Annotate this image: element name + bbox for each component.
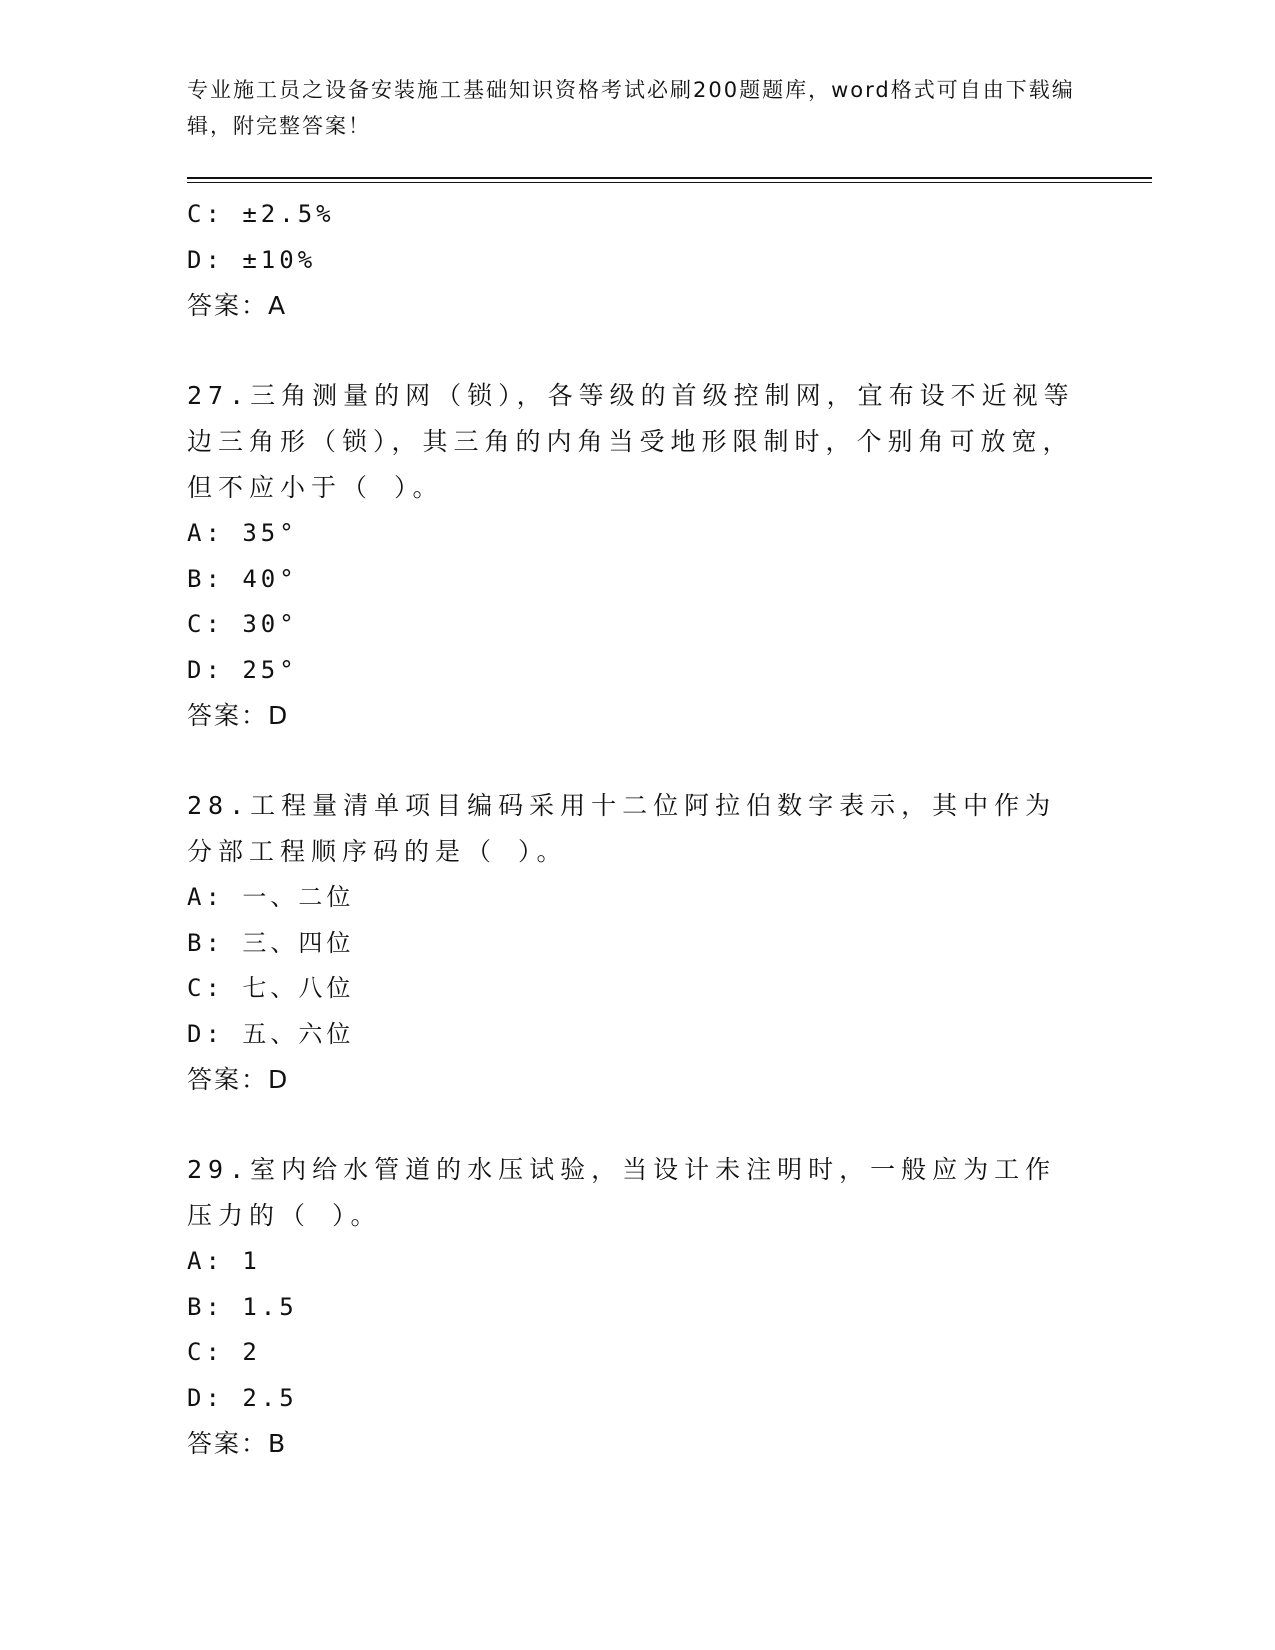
option-c xyxy=(187,1330,1087,1376)
option-label: A: xyxy=(187,883,224,911)
option-c xyxy=(187,966,1087,1012)
answer-value: D xyxy=(268,1065,290,1094)
option-text: 2.5 xyxy=(242,1383,298,1412)
question-stem: 27.三角测量的网（锁），各等级的首级控制网，宜布设不近视等边三角形（锁），其三角的内角当受地形限制时，个别角可放宽，但不应小于（ ）。 xyxy=(187,381,1075,502)
answer-label: 答案： xyxy=(187,291,269,320)
option-label: B: xyxy=(187,1292,224,1321)
answer-label: 答案： xyxy=(187,1429,269,1458)
option-label: D: xyxy=(187,245,224,274)
option-label: C: xyxy=(187,1338,224,1366)
option-text: 30° xyxy=(242,610,298,638)
option-b xyxy=(187,921,1087,967)
option-label: D: xyxy=(187,1383,224,1412)
question-stem: 29.室内给水管道的水压试验，当设计未注明时，一般应为工作压力的（ ）。 xyxy=(187,1155,1057,1230)
answer-label: 答案： xyxy=(187,701,269,730)
answer-line xyxy=(187,1057,1087,1103)
question-content xyxy=(187,192,1087,1467)
option-d xyxy=(187,648,1087,694)
option-text: 25° xyxy=(242,655,298,684)
header-divider-thin xyxy=(187,182,1152,183)
option-label: C: xyxy=(187,200,224,228)
question-stem: 28.工程量清单项目编码采用十二位阿拉伯数字表示，其中作为分部工程顺序码的是（ ）。 xyxy=(187,791,1057,866)
option-label: C: xyxy=(187,974,224,1002)
option-text: 三、四位 xyxy=(242,928,355,957)
question-29 xyxy=(187,1147,1087,1467)
option-label: B: xyxy=(187,564,224,593)
page-header-title: 专业施工员之设备安装施工基础知识资格考试必刷200题题库，word格式可自由下载编辑，附完整答案！ xyxy=(187,78,1075,138)
option-c xyxy=(187,602,1087,648)
option-text: 2 xyxy=(242,1338,261,1366)
answer-line xyxy=(187,1421,1087,1467)
option-text: ±10% xyxy=(242,245,317,274)
option-d xyxy=(187,238,1087,284)
option-text: 七、八位 xyxy=(242,974,355,1002)
option-text: 1 xyxy=(242,1247,261,1275)
option-a xyxy=(187,1239,1087,1285)
option-a xyxy=(187,875,1087,921)
option-d xyxy=(187,1376,1087,1422)
option-label: B: xyxy=(187,928,224,957)
answer-line xyxy=(187,283,1087,329)
continued-question xyxy=(187,192,1087,329)
question-28 xyxy=(187,783,1087,1103)
option-b xyxy=(187,557,1087,603)
question-27 xyxy=(187,373,1087,739)
option-label: A: xyxy=(187,1247,224,1275)
option-text: 35° xyxy=(242,519,298,547)
option-c xyxy=(187,192,1087,238)
answer-value: D xyxy=(268,701,290,730)
answer-label: 答案： xyxy=(187,1065,269,1094)
header-divider-thick xyxy=(187,177,1152,179)
option-text: ±2.5% xyxy=(242,200,335,228)
option-text: 1.5 xyxy=(242,1292,298,1321)
option-label: A: xyxy=(187,519,224,547)
option-b xyxy=(187,1285,1087,1331)
answer-value: B xyxy=(268,1429,288,1458)
option-label: D: xyxy=(187,655,224,684)
option-a xyxy=(187,511,1087,557)
answer-value: A xyxy=(268,291,288,320)
option-text: 五、六位 xyxy=(242,1019,355,1048)
option-text: 一、二位 xyxy=(242,883,355,911)
option-d xyxy=(187,1012,1087,1058)
answer-line xyxy=(187,693,1087,739)
option-label: C: xyxy=(187,610,224,638)
option-label: D: xyxy=(187,1019,224,1048)
option-text: 40° xyxy=(242,564,298,593)
